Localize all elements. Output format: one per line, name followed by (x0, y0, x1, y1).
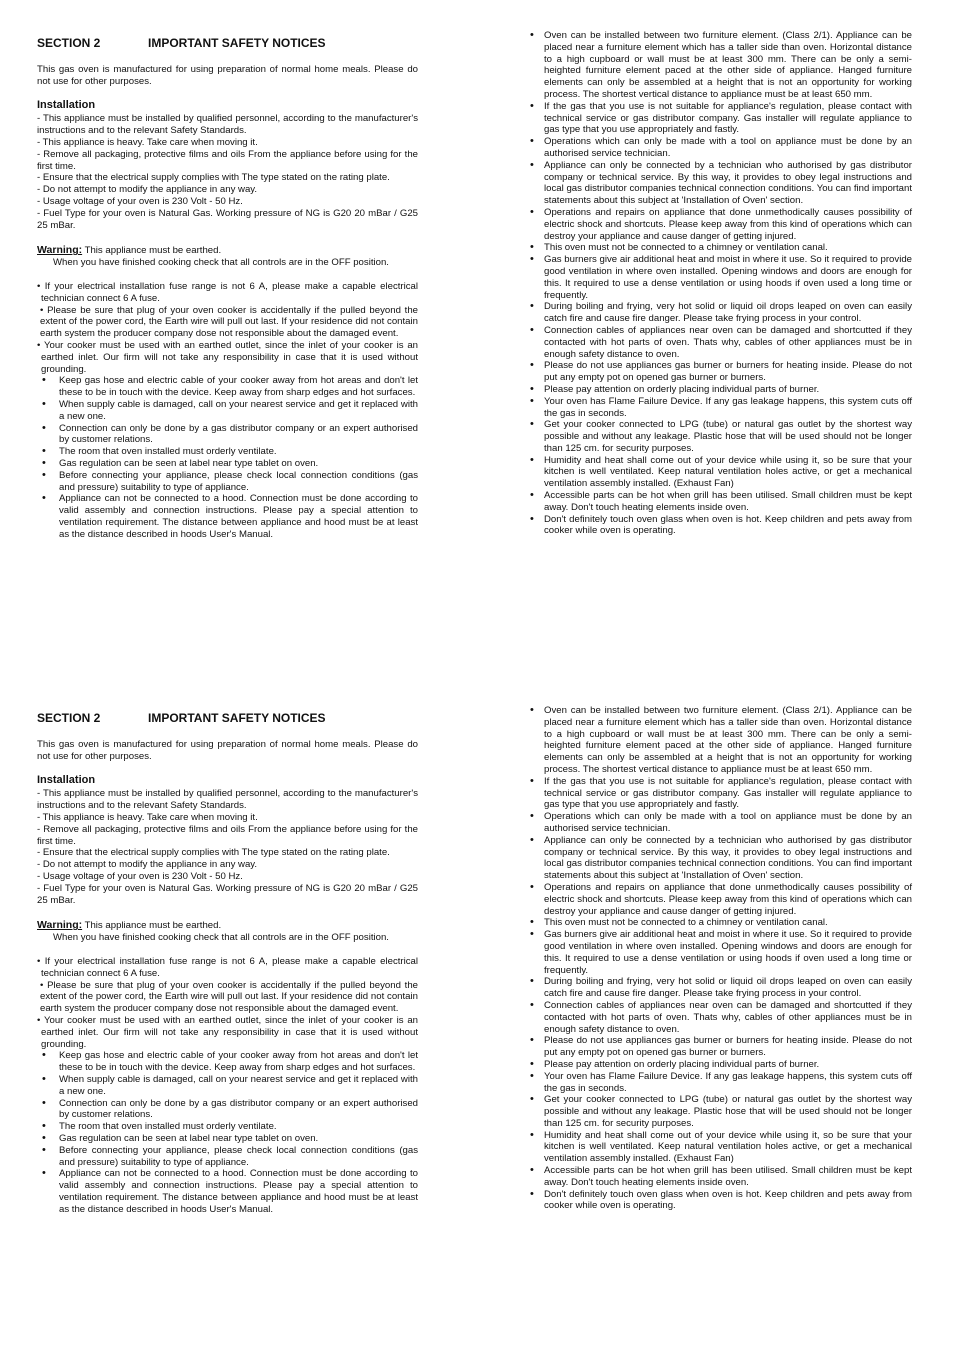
left-column (37, 36, 418, 540)
list-item: • Please pay attention on orderly placing individual parts of burner. (528, 1059, 912, 1071)
list-item: • Your oven has Flame Failure Device. If any gas leakage happens, this system cuts off the gas in seconds. (528, 1071, 912, 1095)
right-column (528, 30, 912, 537)
left-bullet-list (37, 1050, 418, 1215)
list-item: • Humidity and heat shall come out of your device while using it, so be sure that your kitchen is well ventilated. Keep natural ventilation holes active, or get a mechanical ventilation assembly installed. (Exhaust Fan) (528, 1130, 912, 1165)
warning-text: This appliance must be earthed. (84, 920, 222, 932)
list-item: • Connection can only be done by a gas distributor company or an expert authorised by customer relations. (37, 423, 418, 447)
warning-text-2: When you have finished cooking check that all controls are in the OFF position. (53, 257, 389, 269)
list-item: • This oven must not be connected to a chimney or ventilation canal. (528, 242, 912, 254)
warning-text-2: When you have finished cooking check that all controls are in the OFF position. (53, 932, 389, 944)
left-bullet-list (37, 375, 418, 540)
intro-paragraph: This gas oven is manufactured for using preparation of normal home meals. Please do not use for other purposes. (37, 739, 418, 762)
list-item: • Your oven has Flame Failure Device. If any gas leakage happens, this system cuts off the gas in seconds. (528, 396, 912, 420)
list-item: • This oven must not be connected to a chimney or ventilation canal. (528, 917, 912, 929)
installation-heading: Installation (37, 98, 96, 111)
right-bullet-list (528, 30, 912, 537)
list-item: • The room that oven installed must orderly ventilate. (37, 1121, 418, 1133)
section-title: IMPORTANT SAFETY NOTICES (148, 36, 326, 50)
installation-item: - Usage voltage of your oven is 230 Volt - 50 Hz. (37, 870, 243, 882)
section-heading (37, 711, 418, 725)
list-item: • If the gas that you use is not suitable for appliance's regulation, please contact with technical service or gas distributor company. Gas installer will regulate appliance to gas type that you use appropriately and fastly. (528, 776, 912, 811)
list-item: • Please do not use appliances gas burner or burners for heating inside. Please do not put any empty pot on opened gas burner or burners. (528, 1035, 912, 1059)
list-item: • Get your cooker connected to LPG (tube) or natural gas outlet by the shortest way possible and without any leakage. Plastic hose that will be used should not be longer than 125 cm. for security purposes. (528, 419, 912, 454)
warning-block (37, 245, 418, 269)
installation-item: - This appliance is heavy. Take care when moving it. (37, 811, 258, 823)
list-item: • Operations and repairs on appliance that done unmethodically causes possibility of electric shock and shortcuts. Please keep away from this kind of operations which can destroy your appliance and cause danger of getting injured. (528, 207, 912, 242)
right-bullet-list (528, 705, 912, 1212)
list-item: • During boiling and frying, very hot solid or liquid oil drops leaped on oven can easily catch fire and cause fire danger. Please take frying process in your control. (528, 301, 912, 325)
list-item: • When supply cable is damaged, call on your nearest service and get it replaced with a new one. (37, 399, 418, 423)
list-item: • Oven can be installed between two furniture element. (Class 2/1). Appliance can be placed near a furniture element which has a taller side than oven. Horizontal distance to a high cupboard or wall must be at least 300 mm. There can be only a semi-heighted furniture element paced at the other side of appliance. Hanged furniture elements can only be assembled at a height that is not an opportunity for working process. The shortest vertical distance to appliance must be at least 650 mm. (528, 30, 912, 101)
list-item: • Operations which can only be made with a tool on appliance must be done by an authorised service technician. (528, 136, 912, 160)
list-item: • Appliance can not be connected to a hood. Connection must be done according to valid assembly and connection instructions. Please pay a special attention to ventilation requirement. The distance between appliance and hood must be at least as the distance described in hoods User's Manual. (37, 493, 418, 540)
page-copy-bottom (0, 705, 954, 1345)
installation-item: - This appliance is heavy. Take care when moving it. (37, 136, 258, 148)
warning-block (37, 920, 418, 944)
page-copy-top (0, 30, 954, 670)
list-item: • Connection can only be done by a gas distributor company or an expert authorised by customer relations. (37, 1098, 418, 1122)
note-plug: • Please be sure that plug of your oven cooker is accidentally if the pulled beyond the extent of the power cord, the Earth wire will pull out last. If your residence did not contain earth system the producer company dose not responsible about the damaged event. (40, 979, 418, 1015)
list-item: • Appliance can not be connected to a hood. Connection must be done according to valid assembly and connection instructions. Please pay a special attention to ventilation requirement. The distance between appliance and hood must be at least as the distance described in hoods User's Manual. (37, 1168, 418, 1215)
left-column (37, 711, 418, 1215)
list-item: • Humidity and heat shall come out of your device while using it, so be sure that your kitchen is well ventilated. Keep natural ventilation holes active, or get a mechanical ventilation assembly installed. (Exhaust Fan) (528, 455, 912, 490)
list-item: • Gas regulation can be seen at label near type tablet on oven. (37, 458, 418, 470)
installation-item: - This appliance must be installed by qualified personnel, according to the manufacturer's instructions and to the relevant Safety Standards. (37, 788, 418, 812)
list-item: • Appliance can only be connected by a technician who authorised by gas distributor company or technical service. By this way, it provides to obey legal instructions and local gas distributor companies technical connection conditions. You can find important statements about this subject at 'Installation of Oven' section. (528, 835, 912, 882)
installation-item: - Ensure that the electrical supply complies with The type stated on the rating plate. (37, 172, 390, 184)
warning-label: Warning: (37, 244, 83, 257)
installation-item: - Usage voltage of your oven is 230 Volt - 50 Hz. (37, 195, 243, 207)
note-fuse: • If your electrical installation fuse range is not 6 A, please make a capable electrical technician connect 6 A fuse. (37, 955, 418, 979)
installation-item: - Fuel Type for your oven is Natural Gas. Working pressure of NG is G20 20 mBar / G25 25 mBar. (37, 207, 418, 231)
list-item: • Operations which can only be made with a tool on appliance must be done by an authorised service technician. (528, 811, 912, 835)
list-item: • Get your cooker connected to LPG (tube) or natural gas outlet by the shortest way possible and without any leakage. Plastic hose that will be used should not be longer than 125 cm. for security purposes. (528, 1094, 912, 1129)
list-item: • Keep gas hose and electric cable of your cooker away from hot areas and don't let these to be in touch with the device. Keep away from sharp edges and hot surfaces. (37, 375, 418, 399)
list-item: • Gas regulation can be seen at label near type tablet on oven. (37, 1133, 418, 1145)
list-item: • When supply cable is damaged, call on your nearest service and get it replaced with a new one. (37, 1074, 418, 1098)
list-item: • Appliance can only be connected by a technician who authorised by gas distributor company or technical service. By this way, it provides to obey legal instructions and local gas distributor companies technical connection conditions. You can find important statements about this subject at 'Installation of Oven' section. (528, 160, 912, 207)
list-item: • Before connecting your appliance, please check local connection conditions (gas and pressure) suitability to type of appliance. (37, 470, 418, 494)
intro-paragraph: This gas oven is manufactured for using preparation of normal home meals. Please do not use for other purposes. (37, 64, 418, 87)
warning-label: Warning: (37, 919, 83, 932)
installation-item: - Remove all packaging, protective films and oils From the appliance before using for the first time. (37, 148, 418, 172)
list-item: • Connection cables of appliances near oven can be damaged and shortcutted if they contacted with hot parts of oven. Thats why, cables of other appliances must be in enough safety distance to oven. (528, 1000, 912, 1035)
list-item: • Don't definitely touch oven glass when oven is hot. Keep children and pets away from cooker while oven is operating. (528, 514, 912, 538)
list-item: • Before connecting your appliance, please check local connection conditions (gas and pressure) suitability to type of appliance. (37, 1145, 418, 1169)
warning-text: This appliance must be earthed. (84, 245, 222, 257)
list-item: • Gas burners give air additional heat and moist in where it use. So it required to provide good ventilation in where oven installed. Opening windows and doors are enough for this. It required to use a dense ventilation or using hoods if oven used a long time or frequently. (528, 929, 912, 976)
list-item: • During boiling and frying, very hot solid or liquid oil drops leaped on oven can easily catch fire and cause fire danger. Please take frying process in your control. (528, 976, 912, 1000)
section-heading (37, 36, 418, 50)
installation-item: - This appliance must be installed by qualified personnel, according to the manufacturer's instructions and to the relevant Safety Standards. (37, 113, 418, 137)
right-column (528, 705, 912, 1212)
list-item: • Connection cables of appliances near oven can be damaged and shortcutted if they contacted with hot parts of oven. Thats why, cables of other appliances must be in enough safety distance to oven. (528, 325, 912, 360)
list-item: • Don't definitely touch oven glass when oven is hot. Keep children and pets away from cooker while oven is operating. (528, 1189, 912, 1213)
list-item: • The room that oven installed must orderly ventilate. (37, 446, 418, 458)
installation-item: - Do not attempt to modify the appliance in any way. (37, 859, 258, 871)
list-item: • Accessible parts can be hot when grill has been utilised. Small children must be kept away. Don't touch heating elements inside oven. (528, 490, 912, 514)
note-earthed: • Your cooker must be used with an earthed outlet, since the inlet of your cooker is an earthed inlet. Our firm will not take any responsibility in case that it is used without grounding. (37, 339, 418, 375)
list-item: • Operations and repairs on appliance that done unmethodically causes possibility of electric shock and shortcuts. Please keep away from this kind of operations which can destroy your appliance and cause danger of getting injured. (528, 882, 912, 917)
installation-heading: Installation (37, 773, 96, 786)
installation-item: - Ensure that the electrical supply complies with The type stated on the rating plate. (37, 847, 390, 859)
installation-item: - Fuel Type for your oven is Natural Gas. Working pressure of NG is G20 20 mBar / G25 25 mBar. (37, 882, 418, 906)
section-number: SECTION 2 (37, 711, 101, 725)
list-item: • Gas burners give air additional heat and moist in where it use. So it required to provide good ventilation in where oven installed. Opening windows and doors are enough for this. It required to use a dense ventilation or using hoods if oven used a long time or frequently. (528, 254, 912, 301)
list-item: • Oven can be installed between two furniture element. (Class 2/1). Appliance can be placed near a furniture element which has a taller side than oven. Horizontal distance to a high cupboard or wall must be at least 300 mm. There can be only a semi-heighted furniture element paced at the other side of appliance. Hanged furniture elements can only be assembled at a height that is not an opportunity for working process. The shortest vertical distance to appliance must be at least 650 mm. (528, 705, 912, 776)
list-item: • Keep gas hose and electric cable of your cooker away from hot areas and don't let these to be in touch with the device. Keep away from sharp edges and hot surfaces. (37, 1050, 418, 1074)
note-earthed: • Your cooker must be used with an earthed outlet, since the inlet of your cooker is an earthed inlet. Our firm will not take any responsibility in case that it is used without grounding. (37, 1014, 418, 1050)
list-item: • If the gas that you use is not suitable for appliance's regulation, please contact with technical service or gas distributor company. Gas installer will regulate appliance to gas type that you use appropriately and fastly. (528, 101, 912, 136)
note-plug: • Please be sure that plug of your oven cooker is accidentally if the pulled beyond the extent of the power cord, the Earth wire will pull out last. If your residence did not contain earth system the producer company dose not responsible about the damaged event. (40, 304, 418, 340)
installation-item: - Remove all packaging, protective films and oils From the appliance before using for the first time. (37, 823, 418, 847)
note-fuse: • If your electrical installation fuse range is not 6 A, please make a capable electrical technician connect 6 A fuse. (37, 280, 418, 304)
list-item: • Please do not use appliances gas burner or burners for heating inside. Please do not put any empty pot on opened gas burner or burners. (528, 360, 912, 384)
section-title: IMPORTANT SAFETY NOTICES (148, 711, 326, 725)
section-number: SECTION 2 (37, 36, 101, 50)
installation-item: - Do not attempt to modify the appliance in any way. (37, 184, 258, 196)
list-item: • Please pay attention on orderly placing individual parts of burner. (528, 384, 912, 396)
list-item: • Accessible parts can be hot when grill has been utilised. Small children must be kept away. Don't touch heating elements inside oven. (528, 1165, 912, 1189)
